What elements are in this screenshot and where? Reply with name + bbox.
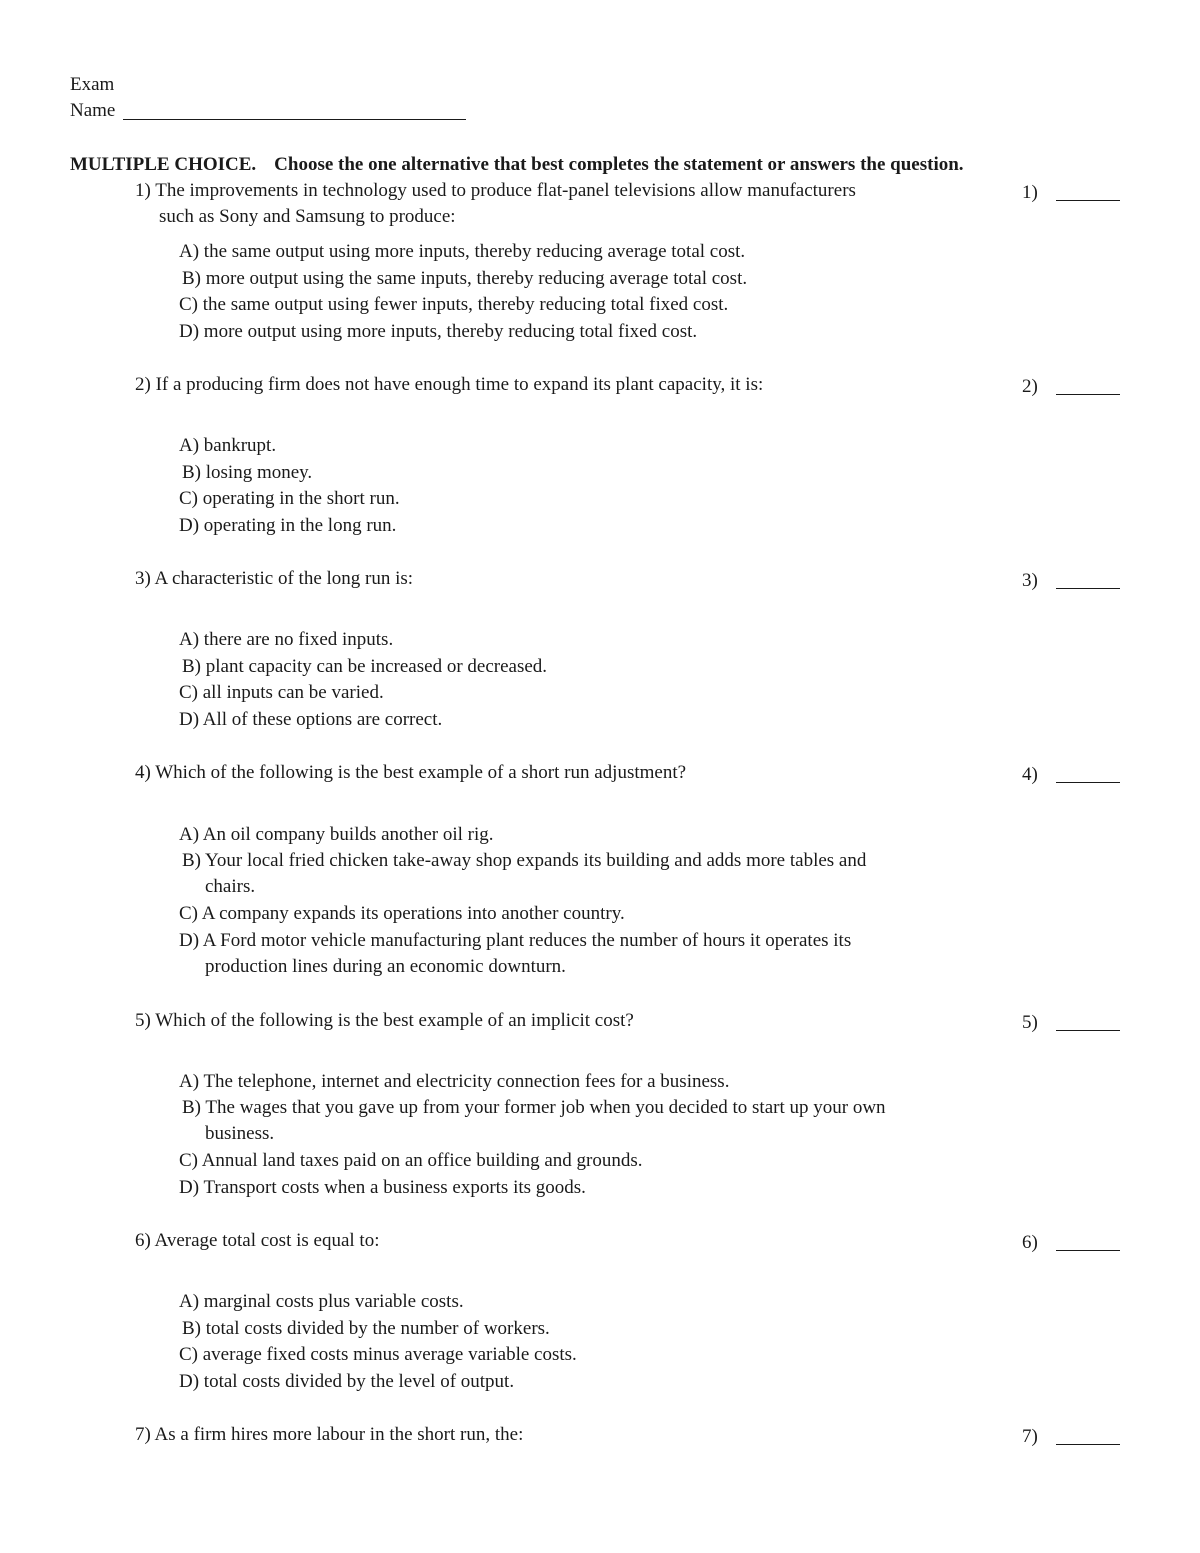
answer-option: C) Annual land taxes paid on an office building and grounds.	[179, 1150, 643, 1171]
section-title: MULTIPLE CHOICE.	[70, 154, 257, 175]
question-stem: 3) A characteristic of the long run is:	[135, 568, 414, 589]
answer-option: D) Transport costs when a business exports its goods.	[179, 1177, 586, 1198]
answer-option: C) the same output using fewer inputs, thereby reducing total fixed cost.	[179, 294, 729, 315]
question-stem: 6) Average total cost is equal to:	[135, 1230, 380, 1251]
answer-option: A) there are no fixed inputs.	[179, 629, 394, 650]
answer-option: D) more output using more inputs, thereby reducing total fixed cost.	[179, 321, 698, 342]
answer-option: B) more output using the same inputs, thereby reducing average total cost.	[182, 268, 748, 289]
answer-option: B) plant capacity can be increased or decreased.	[182, 656, 548, 677]
answer-option: A) marginal costs plus variable costs.	[179, 1291, 464, 1312]
answer-option: C) operating in the short run.	[179, 488, 400, 509]
answer-option: A) An oil company builds another oil rig.	[179, 824, 494, 845]
question-stem: 1) The improvements in technology used to produce flat-panel televisions allow manufacturers	[135, 180, 856, 201]
answer-option: C) all inputs can be varied.	[179, 682, 384, 703]
answer-number: 3)	[1022, 570, 1038, 591]
answer-option: D) operating in the long run.	[179, 515, 397, 536]
question-stem: 2) If a producing firm does not have enough time to expand its plant capacity, it is:	[135, 374, 764, 395]
answer-number: 1)	[1022, 182, 1038, 203]
answer-option: A) The telephone, internet and electricity connection fees for a business.	[179, 1071, 730, 1092]
question-stem: 7) As a firm hires more labour in the short run, the:	[135, 1424, 524, 1445]
section-instructions: Choose the one alternative that best completes the statement or answers the question.	[274, 154, 964, 175]
answer-number: 6)	[1022, 1232, 1038, 1253]
name-field-line[interactable]	[123, 119, 466, 120]
answer-blank[interactable]	[1056, 1444, 1120, 1445]
answer-blank[interactable]	[1056, 1030, 1120, 1031]
answer-option: B) The wages that you gave up from your former job when you decided to start up your own	[182, 1097, 886, 1118]
answer-number: 2)	[1022, 376, 1038, 397]
answer-option: C) A company expands its operations into another country.	[179, 903, 625, 924]
answer-option: B) losing money.	[182, 462, 313, 483]
answer-option: A) the same output using more inputs, thereby reducing average total cost.	[179, 241, 746, 262]
answer-blank[interactable]	[1056, 200, 1120, 201]
answer-number: 4)	[1022, 764, 1038, 785]
name-label: Name	[70, 100, 116, 121]
answer-blank[interactable]	[1056, 588, 1120, 589]
answer-option: D) All of these options are correct.	[179, 709, 443, 730]
answer-option: B) total costs divided by the number of workers.	[182, 1318, 550, 1339]
answer-blank[interactable]	[1056, 1250, 1120, 1251]
answer-option: B) Your local fried chicken take-away shop expands its building and adds more tables and	[182, 850, 867, 871]
question-stem: 4) Which of the following is the best example of a short run adjustment?	[135, 762, 687, 783]
question-stem: 5) Which of the following is the best example of an implicit cost?	[135, 1010, 634, 1031]
answer-option: D) A Ford motor vehicle manufacturing plant reduces the number of hours it operates its	[179, 930, 852, 951]
answer-number: 5)	[1022, 1012, 1038, 1033]
answer-option: C) average fixed costs minus average variable costs.	[179, 1344, 577, 1365]
answer-blank[interactable]	[1056, 782, 1120, 783]
answer-blank[interactable]	[1056, 394, 1120, 395]
section-header	[70, 152, 964, 178]
answer-option: production lines during an economic downturn.	[205, 956, 566, 977]
answer-number: 7)	[1022, 1426, 1038, 1447]
answer-option: A) bankrupt.	[179, 435, 277, 456]
answer-option: business.	[205, 1123, 275, 1144]
answer-option: D) total costs divided by the level of output.	[179, 1371, 515, 1392]
answer-option: chairs.	[205, 876, 256, 897]
question-stem: such as Sony and Samsung to produce:	[159, 206, 456, 227]
exam-label: Exam	[70, 74, 115, 95]
